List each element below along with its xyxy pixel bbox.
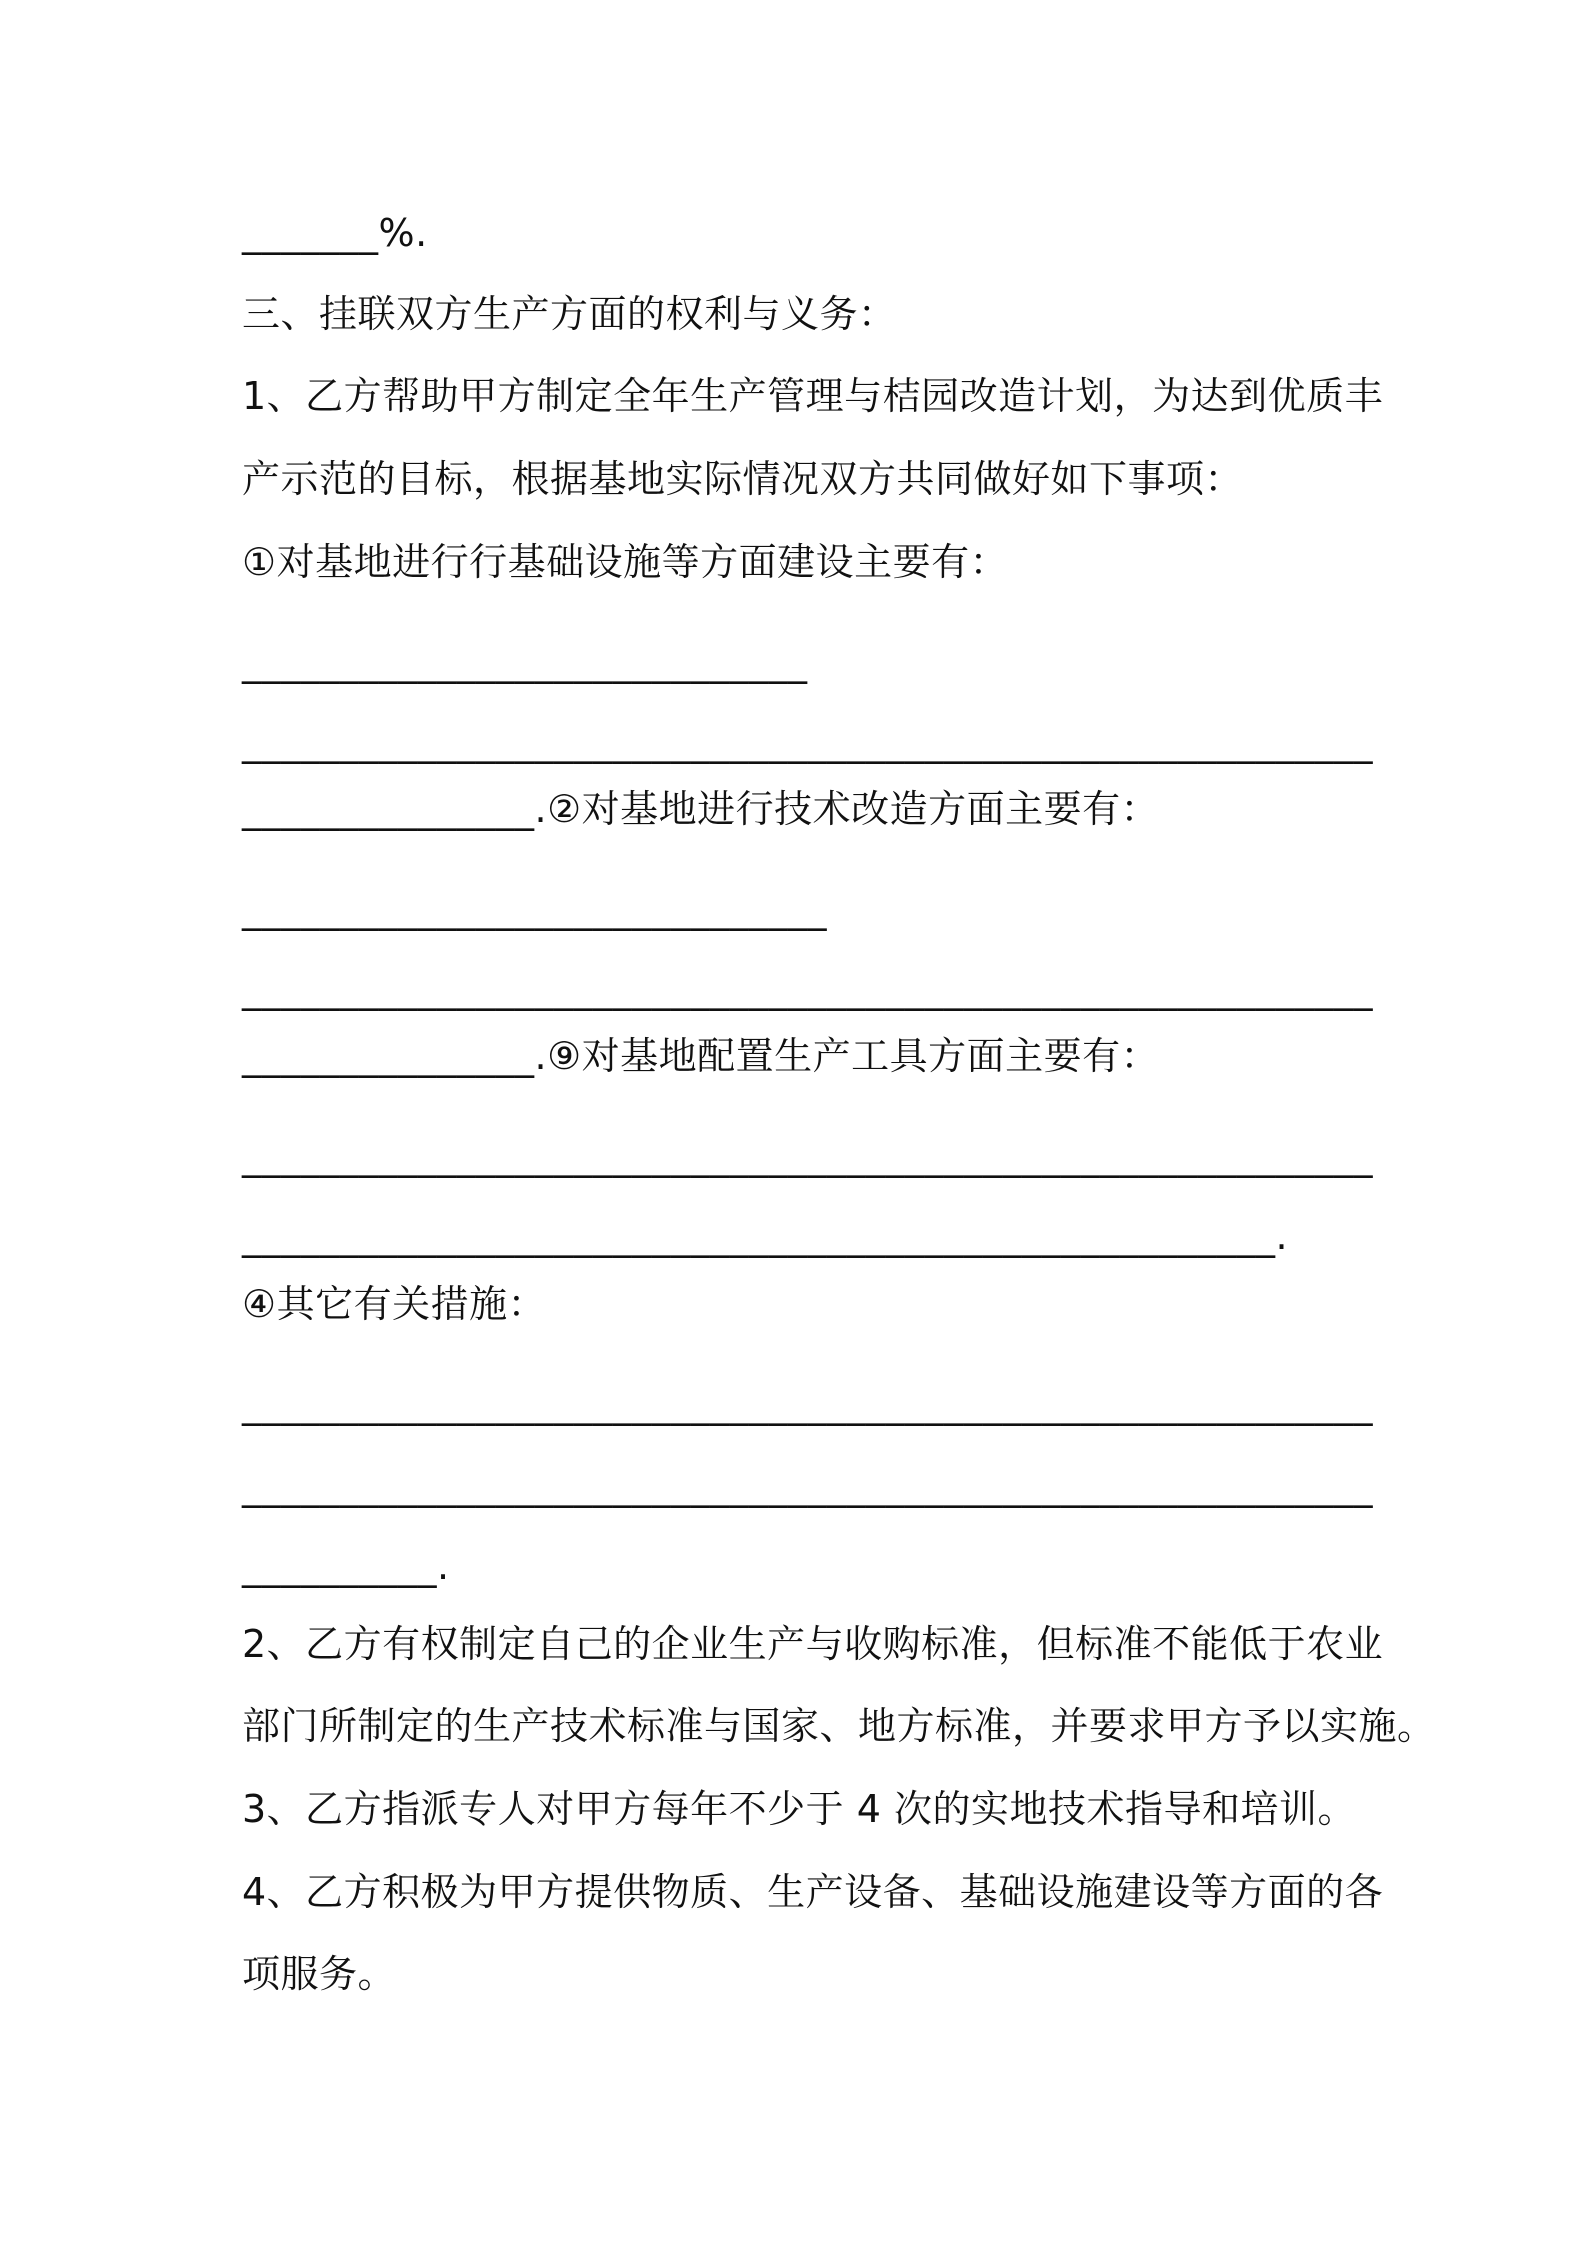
section-heading: 三、挂联双方生产方面的权利与义务： [242, 292, 897, 336]
clause-1-line-2: 产示范的目标，根据基地实际情况双方共同做好如下事项： [242, 457, 1244, 501]
item-4-blank-1: __________________________________________________________ [242, 1382, 1373, 1426]
blank-percentage-line: _______%. [242, 211, 428, 255]
clause-4-line-1: 4、乙方积极为甲方提供物质、生产设备、基础设施建设等方面的各 [242, 1870, 1384, 1914]
item-2-blank-2: __________________________________________________________ [242, 967, 1373, 1011]
item-4-blank-2: __________________________________________________________ [242, 1464, 1373, 1508]
clause-2-line-2: 部门所制定的生产技术标准与国家、地方标准，并要求甲方予以实施。 [242, 1704, 1436, 1748]
item-4-blank-3: __________. [242, 1544, 450, 1588]
item-1-blank-2: __________________________________________________________ [242, 720, 1373, 764]
clause-3: 3、乙方指派专人对甲方每年不少于 4 次的实地技术指导和培训。 [242, 1787, 1357, 1831]
clause-2-line-1: 2、乙方有权制定自己的企业生产与收购标准，但标准不能低于农业 [242, 1622, 1384, 1666]
item-2-heading: _______________.②对基地进行技术改造方面主要有： [242, 787, 1160, 831]
clause-4-line-2: 项服务。 [242, 1952, 397, 1996]
item-1-blank-1: _____________________________ [242, 640, 808, 684]
item-1-heading: ①对基地进行行基础设施等方面建设主要有： [242, 540, 1009, 584]
item-4-heading: ④其它有关措施： [242, 1282, 547, 1326]
item-3-blank-1: __________________________________________________________ [242, 1134, 1373, 1178]
item-3-blank-2: _____________________________________________________. [242, 1214, 1289, 1258]
item-2-blank-1: ______________________________ [242, 887, 827, 931]
item-3-heading: _______________.⑨对基地配置生产工具方面主要有： [242, 1034, 1160, 1078]
clause-1-line-1: 1、乙方帮助甲方制定全年生产管理与桔园改造计划，为达到优质丰 [242, 374, 1384, 418]
